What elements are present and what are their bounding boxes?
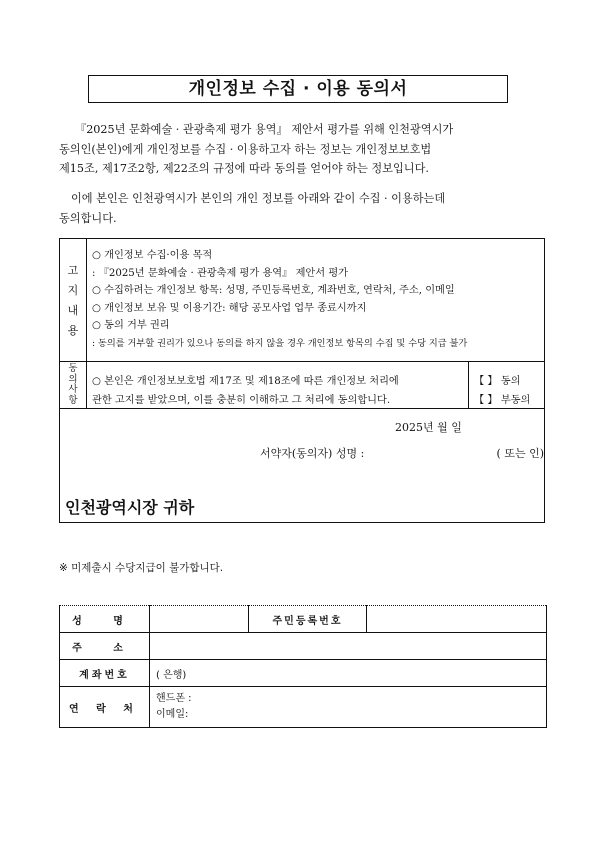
account-field[interactable]: ( 은행) bbox=[150, 660, 547, 687]
footnote: ※ 미제출시 수당지급이 불가합니다. bbox=[59, 562, 224, 574]
contact-label: 연 락 처 bbox=[60, 687, 150, 728]
account-label: 계좌번호 bbox=[60, 660, 150, 687]
notice-line: ○ 동의 거부 권리 bbox=[92, 320, 170, 331]
consent-options bbox=[474, 372, 530, 410]
intro-line: 제15조, 제17조2항, 제22조의 규정에 따라 동의를 얻어야 하는 정보입니다. bbox=[59, 162, 429, 175]
agreement-line: 이에 본인은 인천광역시가 본인의 개인 정보를 아래와 같이 수집 · 이용하는데 bbox=[71, 192, 446, 205]
signature-date[interactable]: 2025년 월 일 bbox=[395, 421, 462, 434]
notice-line: ○ 개인정보 수집·이용 목적 bbox=[92, 250, 213, 261]
page-title: 개인정보 수집 · 이용 동의서 bbox=[88, 75, 508, 103]
notice-line: : 동의를 거부할 권리가 있으나 동의를 하지 않을 경우 개인정보 항목의 수집 및 수당 지급 불가 bbox=[92, 337, 468, 349]
notice-section-label: 고 지 내 용 bbox=[67, 264, 79, 337]
addressee: 인천광역시장 귀하 bbox=[65, 498, 195, 517]
email-label: 이메일: bbox=[156, 709, 189, 720]
seal-mark[interactable]: ( 또는 인) bbox=[496, 447, 544, 460]
agreement-line: 동의합니다. bbox=[59, 211, 117, 225]
notice-line: ○ 수집하려는 개인정보 항목: 성명, 주민등록번호, 계좌번호, 연락처, 주소, 이메일 bbox=[92, 285, 455, 296]
notice-content bbox=[92, 247, 467, 352]
disagree-checkbox[interactable]: 【 】 부동의 bbox=[474, 395, 531, 406]
intro-line: 『2025년 문화예술 · 관광축제 평가 용역』 제안서 평가를 위해 인천광역시가 bbox=[75, 123, 454, 136]
notice-line: : 『2025년 문화예술 · 관광축제 평가 용역』 제안서 평가 bbox=[92, 267, 349, 279]
address-label: 주 소 bbox=[60, 633, 150, 660]
phone-label: 핸드폰 : bbox=[156, 693, 192, 704]
personal-info-form bbox=[59, 605, 547, 728]
contact-field[interactable] bbox=[150, 687, 547, 728]
consent-box bbox=[59, 238, 545, 523]
name-label: 성 명 bbox=[60, 606, 150, 633]
agreement-paragraph bbox=[59, 189, 539, 228]
signer-label: 서약자(동의자) 성명 : bbox=[260, 447, 365, 460]
rrn-field[interactable] bbox=[367, 606, 547, 633]
agree-section-label: 동 의 사 항 bbox=[68, 363, 78, 406]
signer-line bbox=[260, 445, 544, 461]
address-field[interactable] bbox=[150, 633, 547, 660]
intro-line: 동의인(본인)에게 개인정보를 수집 · 이용하고자 하는 정보는 개인정보보호법 bbox=[59, 142, 432, 156]
agree-checkbox[interactable]: 【 】 동의 bbox=[474, 376, 521, 387]
intro-paragraph bbox=[59, 120, 539, 179]
agree-statement: ○ 본인은 개인정보보호법 제17조 및 제18조에 따른 개인정보 처리에 관한 고지를 받았으며, 이를 충분히 이해하고 그 처리에 동의합니다. bbox=[92, 376, 399, 406]
notice-line: ○ 개인정보 보유 및 이용기간: 해당 공모사업 업무 종료시까지 bbox=[92, 302, 367, 314]
name-field[interactable] bbox=[150, 606, 249, 633]
rrn-label: 주민등록번호 bbox=[249, 606, 367, 633]
